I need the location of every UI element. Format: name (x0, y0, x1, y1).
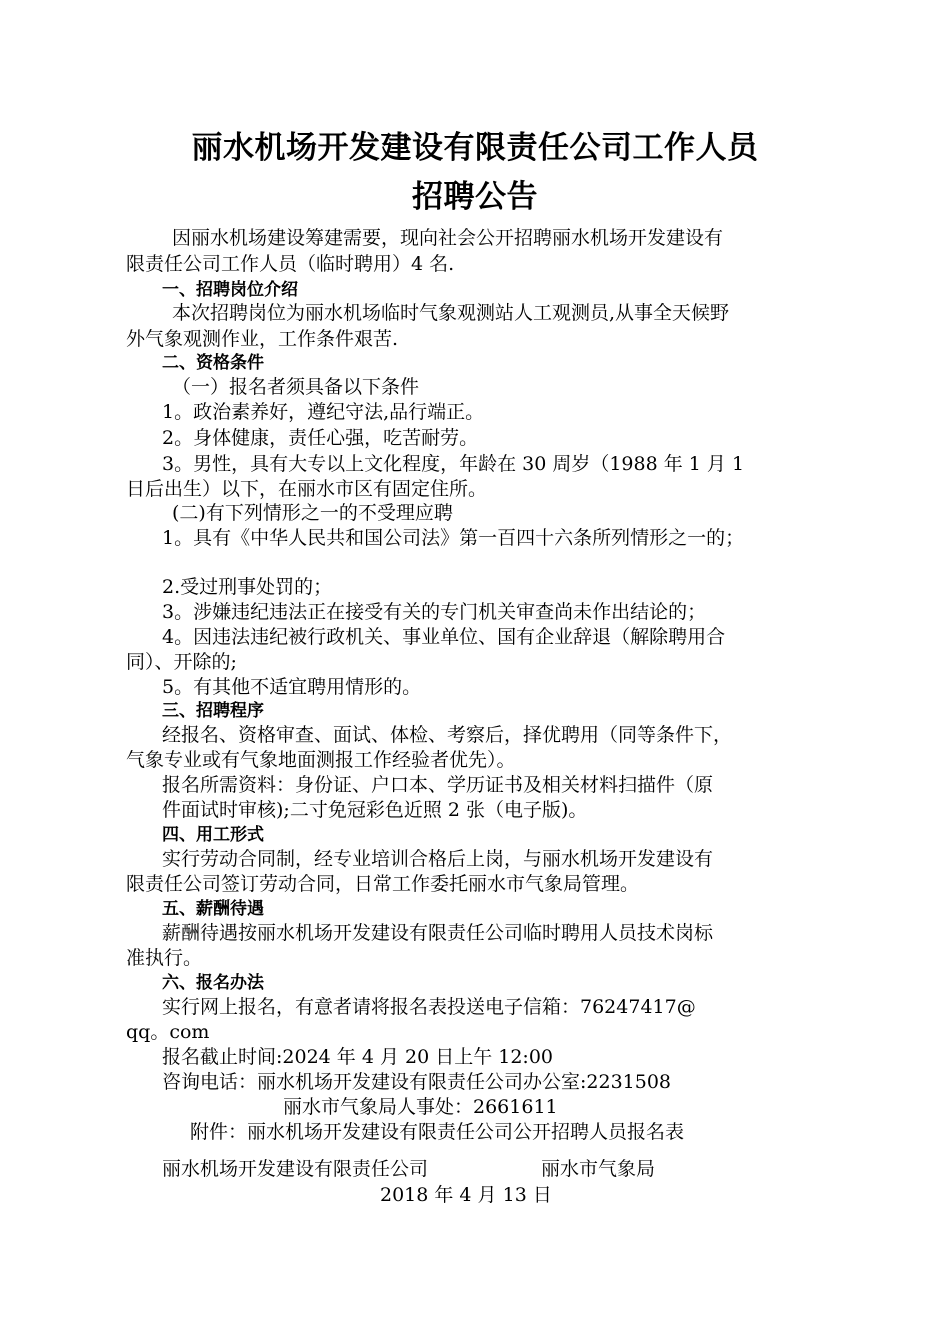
signer-company: 丽水机场开发建设有限责任公司 (162, 1158, 429, 1180)
section-heading-procedure: 三、招聘程序 (162, 701, 264, 721)
exclusion-item-3: 3。涉嫌违纪违法正在接受有关的专门机关审查尚未作出结论的； (162, 601, 707, 623)
salary-line-1: 薪酬待遇按丽水机场开发建设有限责任公司临时聘用人员技术岗标 (162, 922, 714, 944)
qualifications-subheading-1: （一）报名者须具备以下条件 (172, 376, 420, 398)
procedure-line-1: 经报名、资格审查、面试、体检、考察后，择优聘用（同等条件下， (162, 724, 733, 746)
section-positions-line-2: 外气象观测作业，工作条件艰苦. (126, 328, 399, 350)
employment-line-1: 实行劳动合同制，经专业培训合格后上岗，与丽水机场开发建设有 (162, 848, 714, 870)
document-title-line-1: 丽水机场开发建设有限责任公司工作人员 (191, 130, 759, 166)
procedure-line-3: 报名所需资料：身份证、户口本、学历证书及相关材料扫描件（原 (162, 774, 714, 796)
contact-phone-2: 丽水市气象局人事处：2661611 (283, 1096, 558, 1118)
condition-item-1: 1。政治素养好，遵纪守法,品行端正。 (162, 401, 485, 423)
section-heading-positions: 一、招聘岗位介绍 (162, 280, 298, 300)
exclusion-item-2: 2.受过刑事处罚的； (162, 576, 333, 598)
intro-paragraph-line-1: 因丽水机场建设筹建需要，现向社会公开招聘丽水机场开发建设有 (172, 227, 724, 249)
contact-phone-1: 咨询电话：丽水机场开发建设有限责任公司办公室:2231508 (162, 1071, 672, 1093)
exclusion-item-4-line-2: 同）、开除的; (126, 651, 237, 673)
qualifications-subheading-2: (二)有下列情形之一的不受理应聘 (172, 502, 453, 524)
application-deadline: 报名截止时间:2024 年 4 月 20 日上午 12:00 (162, 1046, 554, 1068)
salary-line-2: 准执行。 (126, 947, 203, 969)
exclusion-item-5: 5。有其他不适宜聘用情形的。 (162, 676, 422, 698)
section-heading-employment: 四、用工形式 (162, 825, 264, 845)
condition-item-2: 2。身体健康，责任心强，吃苦耐劳。 (162, 427, 479, 449)
attachment-note: 附件：丽水机场开发建设有限责任公司公开招聘人员报名表 (190, 1121, 685, 1143)
document-date: 2018 年 4 月 13 日 (380, 1184, 552, 1206)
condition-item-3-line-2: 日后出生）以下，在丽水市区有固定住所。 (126, 478, 488, 500)
procedure-line-4: 件面试时审核);二寸免冠彩色近照 2 张（电子版)。 (162, 799, 588, 821)
application-line-2: qq。com (126, 1021, 210, 1043)
section-heading-qualifications: 二、资格条件 (162, 353, 264, 373)
procedure-line-2: 气象专业或有气象地面测报工作经验者优先）。 (126, 749, 516, 771)
section-heading-application: 六、报名办法 (162, 973, 264, 993)
document-title-line-2: 招聘公告 (412, 179, 538, 215)
application-line-1: 实行网上报名，有意者请将报名表投送电子信箱：76247417@ (162, 996, 696, 1018)
signer-weather-bureau: 丽水市气象局 (541, 1158, 656, 1180)
exclusion-item-4-line-1: 4。因违法违纪被行政机关、事业单位、国有企业辞退（解除聘用合 (162, 626, 726, 648)
intro-paragraph-line-2: 限责任公司工作人员（临时聘用）4 名. (126, 253, 455, 275)
section-positions-line-1: 本次招聘岗位为丽水机场临时气象观测站人工观测员,从事全天候野 (172, 302, 730, 324)
exclusion-item-1: 1。具有《中华人民共和国公司法》第一百四十六条所列情形之一的； (162, 527, 745, 549)
condition-item-3-line-1: 3。男性，具有大专以上文化程度，年龄在 30 周岁（1988 年 1 月 1 (162, 453, 745, 475)
section-heading-salary: 五、薪酬待遇 (162, 899, 264, 919)
employment-line-2: 限责任公司签订劳动合同，日常工作委托丽水市气象局管理。 (126, 873, 640, 895)
